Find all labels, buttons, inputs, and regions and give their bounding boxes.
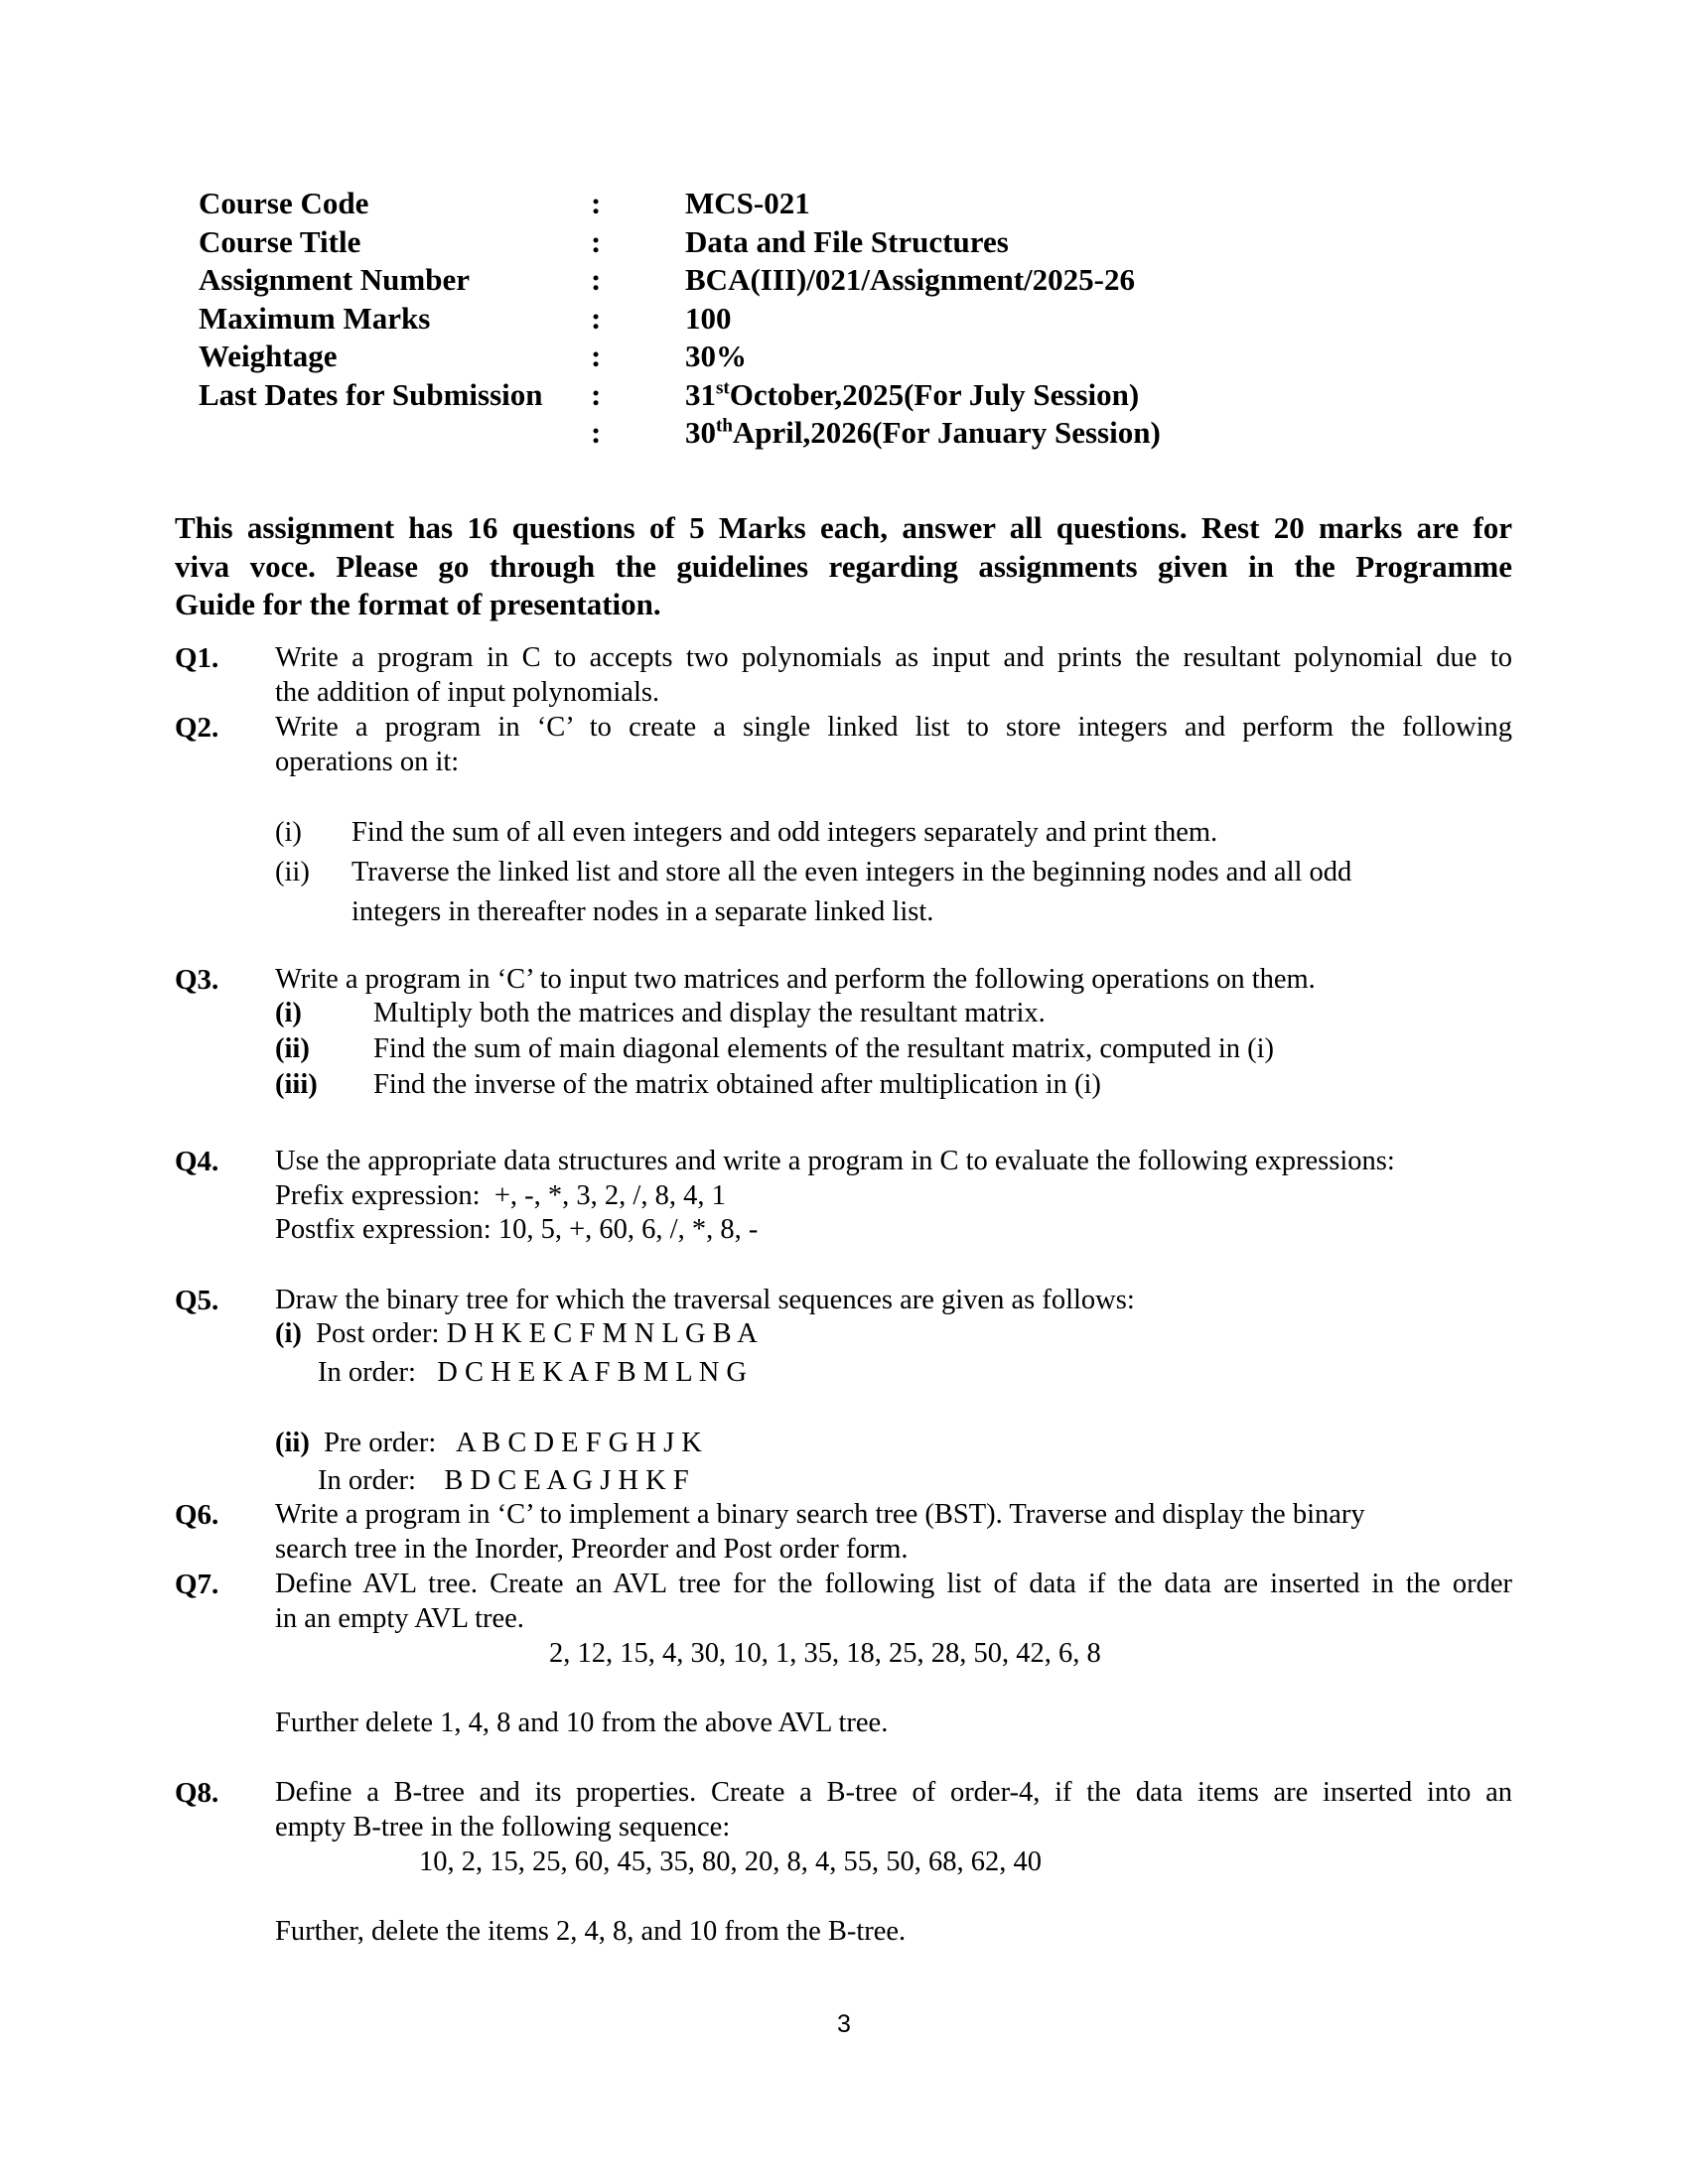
question-line: Write a program in ‘C’ to create a single linked list to store integers and perform the following bbox=[275, 712, 1512, 743]
date-ordinal: th bbox=[716, 415, 733, 437]
course-metadata bbox=[199, 185, 1161, 453]
question-line: Define a B-tree and its properties. Create a B-tree of order-4, if the data items are inserted into an bbox=[275, 1777, 1512, 1808]
postfix-expression: Postfix expression: 10, 5, +, 60, 6, /, *, 8, - bbox=[275, 1214, 759, 1245]
instructions-line: This assignment has 16 questions of 5 Marks each, answer all questions. Rest 20 marks are for bbox=[175, 510, 1512, 545]
item-text: Find the sum of main diagonal elements of the resultant matrix, computed in (i) bbox=[373, 1033, 1275, 1064]
question-line: Write a program in ‘C’ to input two matrices and perform the following operations on them. bbox=[275, 964, 1316, 995]
question-line: search tree in the Inorder, Preorder and Post order form. bbox=[275, 1533, 909, 1565]
meta-label: Weightage bbox=[199, 339, 338, 373]
instructions-line: Guide for the format of presentation. bbox=[175, 587, 661, 621]
question-line: in an empty AVL tree. bbox=[275, 1602, 524, 1634]
item-marker: (i) bbox=[275, 1318, 302, 1349]
meta-label: Course Title bbox=[199, 223, 361, 259]
meta-label: Last Dates for Submission bbox=[199, 376, 543, 412]
item-marker: (ii) bbox=[275, 857, 310, 887]
post-order-sequence: Post order: D H K E C F M N L G B A bbox=[316, 1318, 758, 1349]
question-line: Write a program in ‘C’ to implement a binary search tree (BST). Traverse and display the binary bbox=[275, 1499, 1365, 1530]
question-line: operations on it: bbox=[275, 746, 460, 777]
question-line: Define AVL tree. Create an AVL tree for the following list of data if the data are inserted in the order bbox=[275, 1569, 1512, 1599]
meta-row-last-dates-2 bbox=[199, 414, 1161, 453]
page-number: 3 bbox=[837, 2010, 851, 2038]
btree-data-sequence bbox=[419, 1845, 1042, 1880]
meta-colon: : bbox=[591, 186, 602, 220]
meta-row-course-title bbox=[199, 223, 1161, 262]
item-text: Find the inverse of the matrix obtained after multiplication in (i) bbox=[373, 1069, 1101, 1100]
question-3-item-1 bbox=[275, 997, 1046, 1031]
meta-row-maximum-marks bbox=[199, 300, 1161, 339]
date-ordinal: st bbox=[716, 377, 730, 399]
meta-value bbox=[685, 414, 1161, 453]
question-number: Q6. bbox=[175, 1499, 219, 1531]
item-text: integers in thereafter nodes in a separate linked list. bbox=[352, 896, 934, 927]
question-line: the addition of input polynomials. bbox=[275, 676, 660, 708]
question-line: Draw the binary tree for which the traversal sequences are given as follows: bbox=[275, 1285, 1135, 1315]
meta-label: Course Code bbox=[199, 186, 369, 220]
question-text bbox=[275, 1145, 1512, 1248]
question-2-item-2-cont bbox=[352, 895, 933, 930]
question-5-part-1 bbox=[275, 1317, 758, 1352]
item-marker: (ii) bbox=[275, 1428, 310, 1458]
question-text bbox=[275, 1284, 1512, 1318]
item-text: Traverse the linked list and store all the even integers in the beginning nodes and all odd bbox=[352, 857, 1352, 887]
question-line: Use the appropriate data structures and write a program in C to evaluate the following expressions: bbox=[275, 1146, 1395, 1176]
meta-label: Maximum Marks bbox=[199, 300, 431, 336]
date-day: 30 bbox=[685, 415, 716, 450]
meta-colon: : bbox=[591, 339, 602, 373]
meta-colon: : bbox=[591, 300, 602, 336]
in-order-sequence: In order: D C H E K A F B M L N G bbox=[318, 1357, 747, 1388]
item-marker: (i) bbox=[275, 998, 302, 1028]
question-line: Further delete 1, 4, 8 and 10 from the above AVL tree. bbox=[275, 1707, 889, 1738]
meta-colon: : bbox=[591, 415, 602, 450]
question-5-part-2-inorder bbox=[318, 1464, 689, 1499]
question-text bbox=[275, 1498, 1512, 1567]
item-text: Multiply both the matrices and display the resultant matrix. bbox=[373, 998, 1046, 1028]
meta-value: Data and File Structures bbox=[685, 223, 1009, 259]
data-sequence: 2, 12, 15, 4, 30, 10, 1, 35, 18, 25, 28, 50, 42, 6, 8 bbox=[549, 1638, 1101, 1669]
question-number: Q5. bbox=[175, 1285, 219, 1316]
meta-row-last-dates bbox=[199, 376, 1161, 415]
question-text bbox=[275, 711, 1512, 779]
question-3-item-2 bbox=[275, 1032, 1274, 1067]
data-sequence: 10, 2, 15, 25, 60, 45, 35, 80, 20, 8, 4, 55, 50, 68, 62, 40 bbox=[419, 1846, 1042, 1877]
meta-row-course-code bbox=[199, 185, 1161, 223]
meta-value: BCA(III)/021/Assignment/2025-26 bbox=[685, 262, 1135, 297]
instructions-line: viva voce. Please go through the guidelines regarding assignments given in the Programme bbox=[175, 548, 1512, 584]
question-5-part-1-inorder bbox=[318, 1356, 747, 1391]
question-number: Q2. bbox=[175, 712, 219, 744]
question-2-item-1 bbox=[275, 816, 1217, 851]
item-marker: (iii) bbox=[275, 1069, 318, 1100]
question-number: Q1. bbox=[175, 642, 219, 674]
item-text: Find the sum of all even integers and odd integers separately and print them. bbox=[352, 817, 1218, 848]
avl-delete-instruction bbox=[275, 1706, 888, 1741]
question-number: Q3. bbox=[175, 964, 219, 996]
question-text bbox=[275, 963, 1512, 998]
meta-value: MCS-021 bbox=[685, 186, 810, 220]
question-5-part-2 bbox=[275, 1427, 702, 1461]
question-line: Write a program in C to accepts two polynomials as input and prints the resultant polynomial due to bbox=[275, 642, 1512, 673]
question-line: Further, delete the items 2, 4, 8, and 10 from the B-tree. bbox=[275, 1916, 907, 1947]
assignment-instructions bbox=[175, 509, 1512, 624]
meta-value bbox=[685, 376, 1139, 415]
meta-value: 30% bbox=[685, 339, 747, 373]
btree-delete-instruction bbox=[275, 1915, 906, 1950]
in-order-sequence: In order: B D C E A G J H K F bbox=[318, 1465, 689, 1496]
item-marker: (ii) bbox=[275, 1033, 310, 1064]
question-2-item-2 bbox=[275, 856, 1351, 890]
question-number: Q4. bbox=[175, 1146, 219, 1177]
prefix-expression: Prefix expression: +, -, *, 3, 2, /, 8, 4, 1 bbox=[275, 1179, 726, 1211]
date-rest: October,2025(For July Session) bbox=[729, 376, 1140, 412]
meta-value: 100 bbox=[685, 300, 732, 336]
question-number: Q7. bbox=[175, 1569, 219, 1600]
item-marker: (i) bbox=[275, 817, 302, 848]
question-text bbox=[275, 1776, 1512, 1844]
avl-data-sequence bbox=[549, 1637, 1101, 1672]
meta-label: Assignment Number bbox=[199, 262, 470, 297]
question-number: Q8. bbox=[175, 1777, 219, 1809]
meta-row-assignment-number bbox=[199, 261, 1161, 300]
date-rest: April,2026(For January Session) bbox=[732, 415, 1161, 450]
question-3-item-3 bbox=[275, 1068, 1101, 1103]
question-text bbox=[275, 1568, 1512, 1636]
meta-row-weightage bbox=[199, 338, 1161, 376]
meta-colon: : bbox=[591, 223, 602, 259]
question-text bbox=[275, 641, 1512, 710]
question-line: empty B-tree in the following sequence: bbox=[275, 1811, 731, 1843]
pre-order-sequence: Pre order: A B C D E F G H J K bbox=[324, 1428, 702, 1458]
meta-colon: : bbox=[591, 262, 602, 297]
date-day: 31 bbox=[685, 376, 716, 412]
meta-colon: : bbox=[591, 376, 602, 412]
